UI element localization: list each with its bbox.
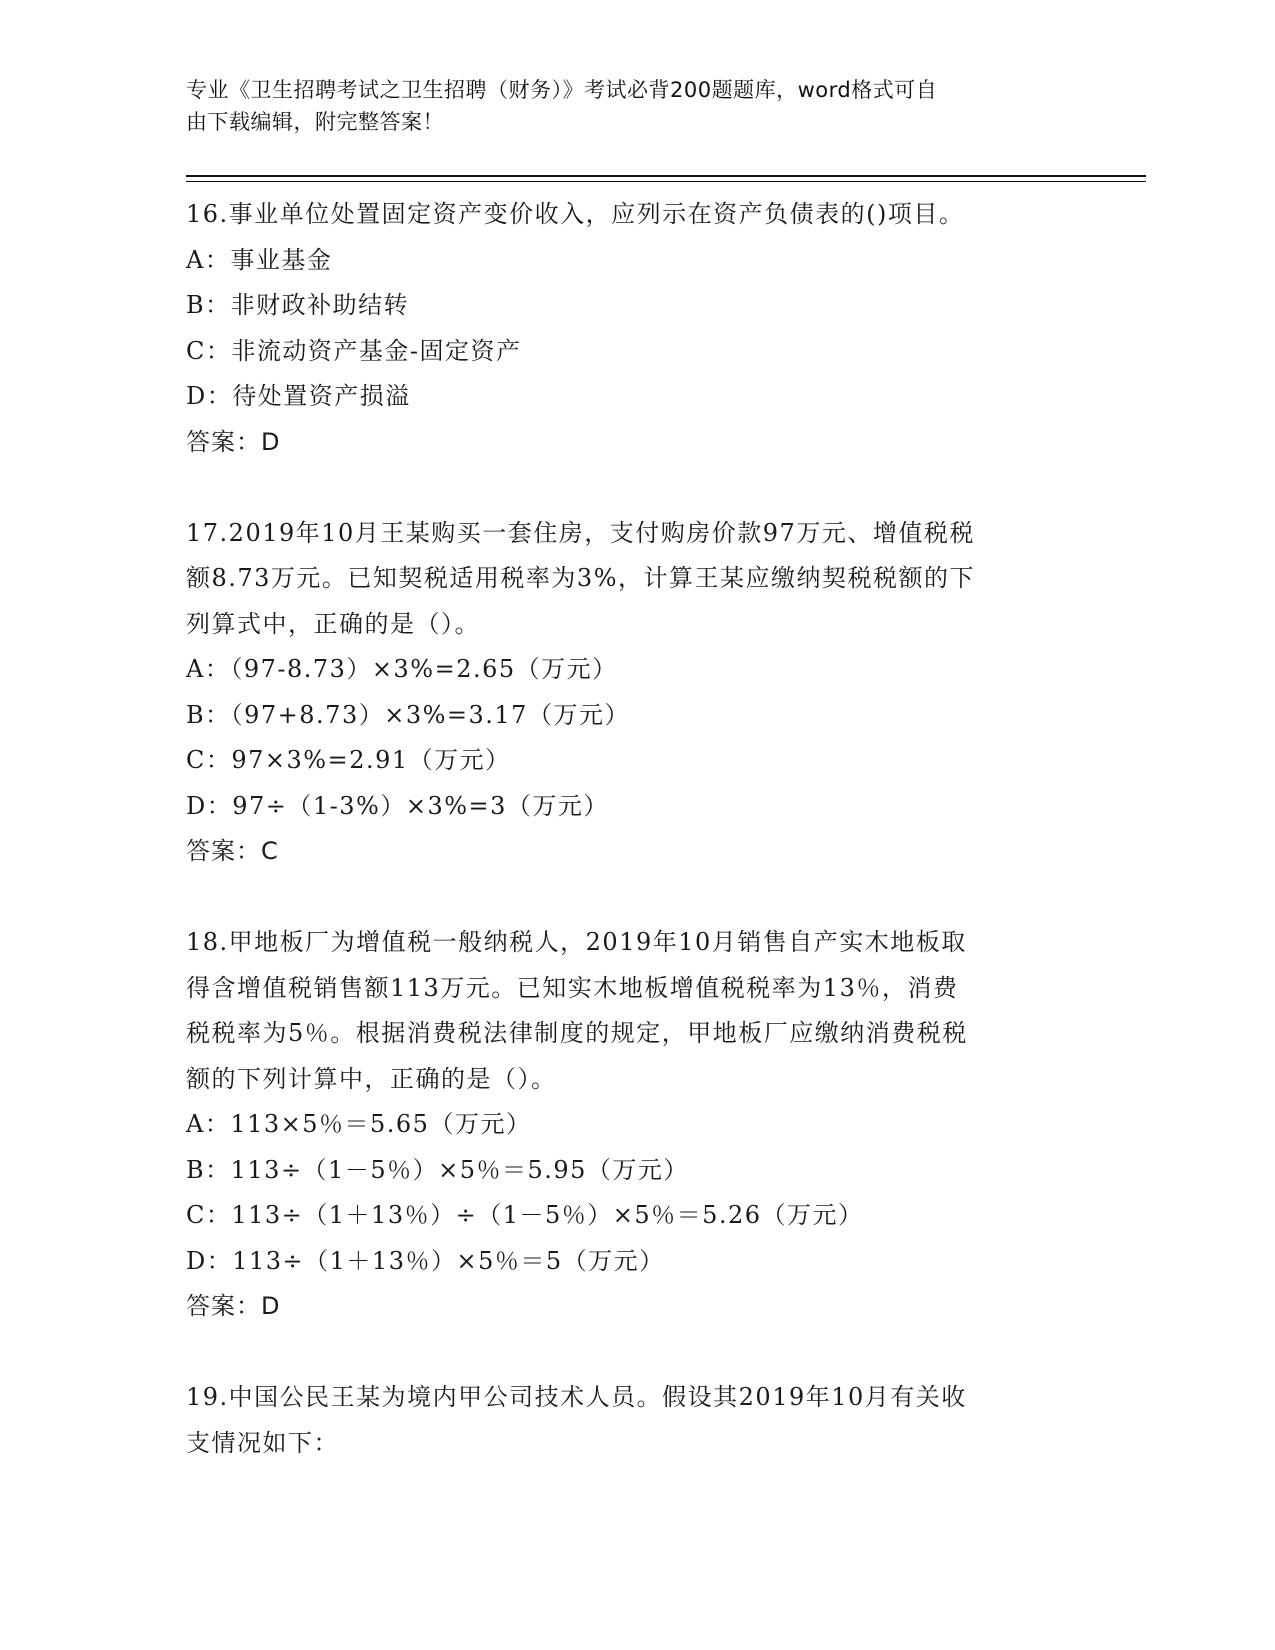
- option-d: D：113÷（1＋13％）×5％＝5（万元）: [186, 1246, 665, 1275]
- question-18: [186, 920, 1086, 1330]
- document-header: [186, 74, 1066, 138]
- question-stem: 19.中国公民王某为境内甲公司技术人员。假设其2019年10月有关收: [186, 1383, 967, 1411]
- option-b: B：113÷（1－5％）×5％＝5.95（万元）: [186, 1155, 689, 1184]
- spacer: [186, 1330, 1086, 1376]
- question-16: [186, 192, 1086, 465]
- answer: 答案：C: [186, 837, 279, 865]
- option-b: B：（97+8.73）×3%=3.17（万元）: [186, 700, 630, 729]
- option-c: C：97×3%=2.91（万元）: [186, 746, 511, 774]
- header-line-1: 专业《卫生招聘考试之卫生招聘（财务）》考试必背200题题库，word格式可自: [186, 78, 938, 102]
- option-c: C：非流动资产基金-固定资产: [186, 336, 522, 365]
- question-19: [186, 1375, 1086, 1466]
- option-b: B：非财政补助结转: [186, 291, 410, 319]
- spacer: [186, 875, 1086, 921]
- option-d: D：待处置资产损溢: [186, 382, 411, 410]
- question-stem: 得含增值税销售额113万元。已知实木地板增值税税率为13％，消费: [186, 973, 959, 1002]
- option-a: A：（97-8.73）×3%=2.65（万元）: [186, 655, 618, 683]
- header-line-2: 由下载编辑，附完整答案！: [186, 110, 444, 134]
- option-d: D：97÷（1-3%）×3%=3（万元）: [186, 791, 609, 820]
- question-stem: 额的下列计算中，正确的是（）。: [186, 1064, 557, 1093]
- option-a: A：113×5％＝5.65（万元）: [186, 1110, 532, 1138]
- question-stem: 支情况如下：: [186, 1428, 339, 1457]
- question-17: [186, 511, 1086, 875]
- header-divider-thick: [186, 175, 1146, 177]
- question-stem: 18.甲地板厂为增值税一般纳税人，2019年10月销售自产实木地板取: [186, 928, 967, 956]
- option-c: C：113÷（1＋13％）÷（1－5％）×5％＝5.26（万元）: [186, 1201, 864, 1229]
- question-stem: 16.事业单位处置固定资产变价收入，应列示在资产负债表的()项目。: [186, 200, 965, 228]
- question-list: [186, 192, 1086, 1466]
- question-stem: 列算式中，正确的是（）。: [186, 609, 480, 638]
- answer: 答案：D: [186, 1292, 281, 1320]
- question-stem: 税税率为5％。根据消费税法律制度的规定，甲地板厂应缴纳消费税税: [186, 1019, 968, 1047]
- answer: 答案：D: [186, 427, 281, 456]
- header-divider-thin: [186, 181, 1146, 182]
- option-a: A：事业基金: [186, 245, 333, 274]
- question-stem: 额8.73万元。已知契税适用税率为3%，计算王某应缴纳契税税额的下: [186, 564, 976, 592]
- question-stem: 17.2019年10月王某购买一套住房，支付购房价款97万元、增值税税: [186, 518, 975, 547]
- spacer: [186, 465, 1086, 511]
